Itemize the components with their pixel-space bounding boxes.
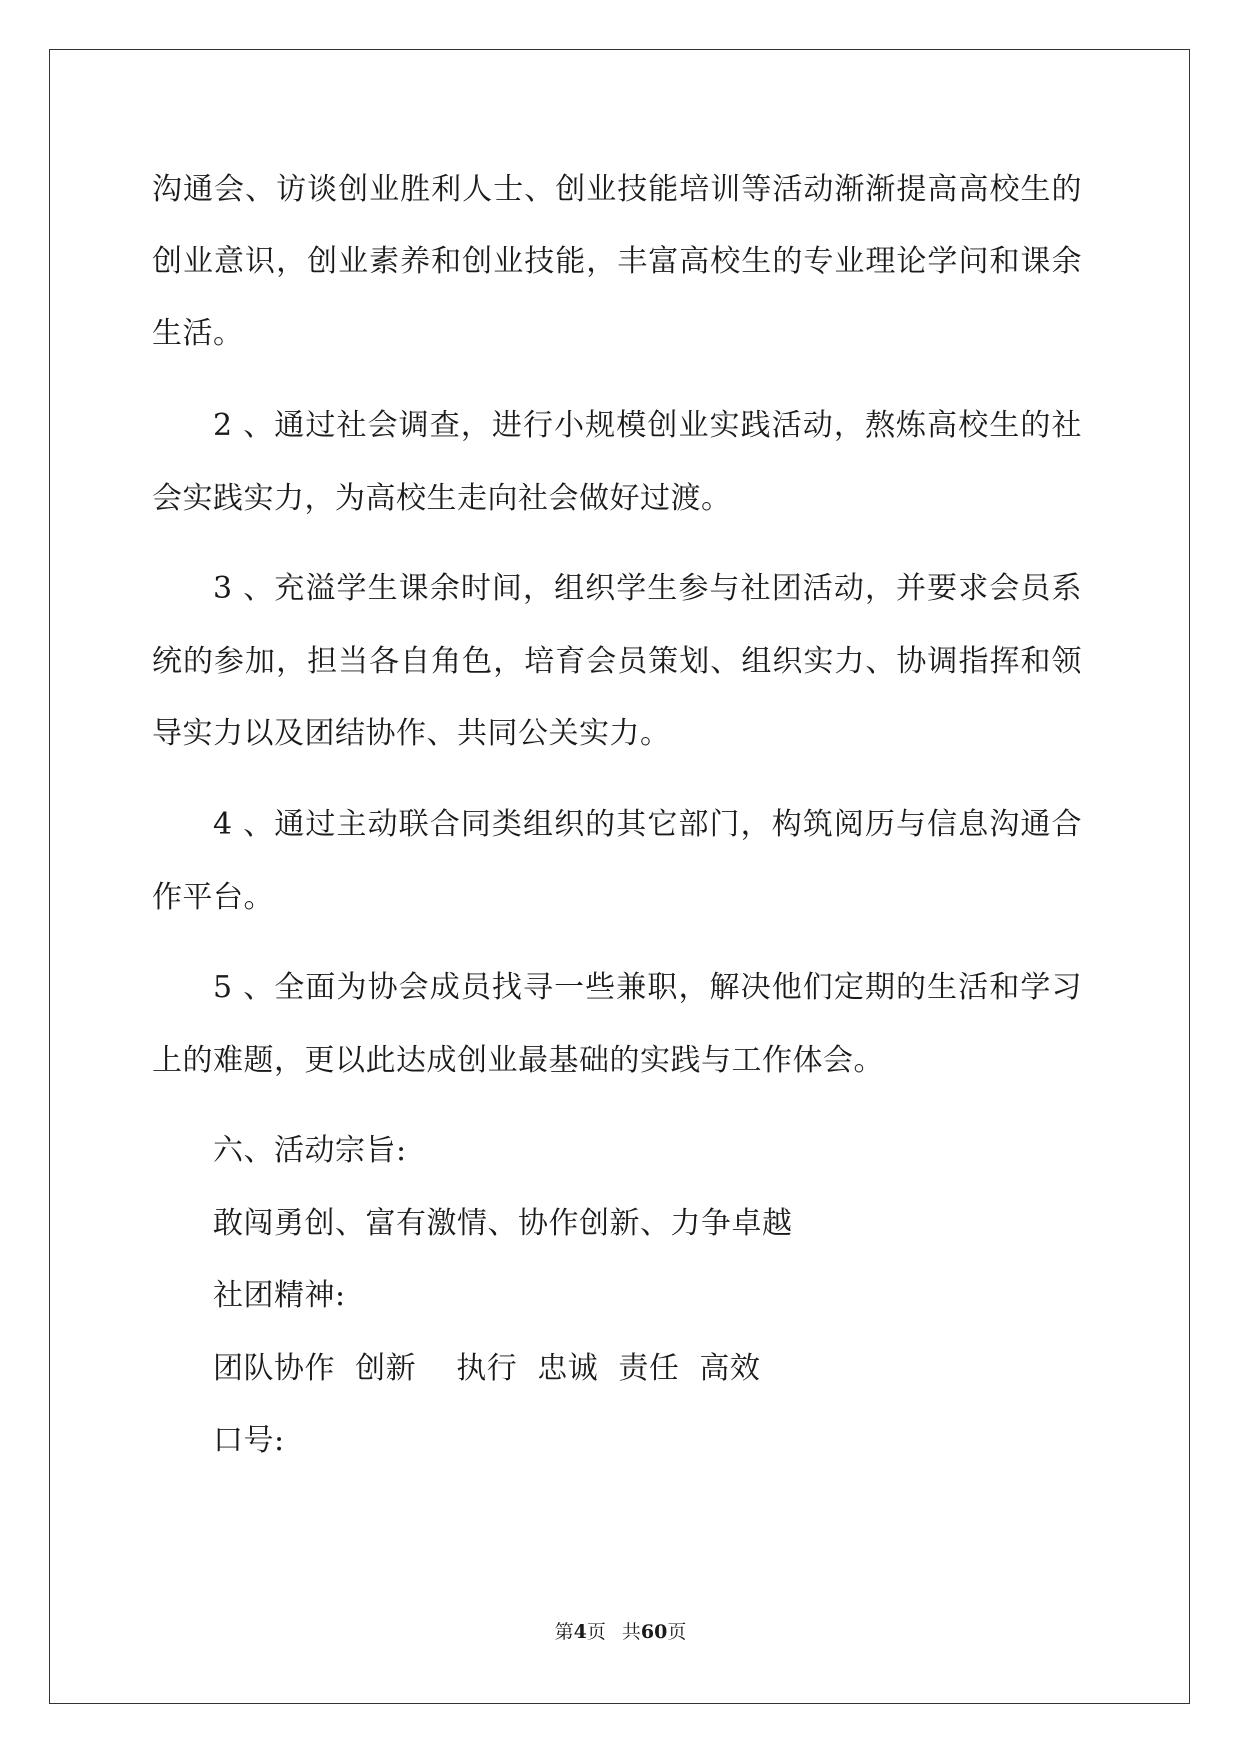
footer-page-number: 4 [573,1621,587,1643]
footer-total-pages: 60 [640,1621,668,1643]
activity-purpose-text: 敢闯勇创、富有激情、协作创新、力争卓越 [213,1206,793,1241]
club-spirit-text: 团队协作 创新 执行 忠诚 责任 高效 [213,1351,761,1386]
footer-page-label: 页 [586,1621,606,1643]
paragraph-3-line-3: 导实力以及团结协作、共同公关实力。 [152,716,671,751]
paragraph-4-line-2: 作平台。 [152,880,274,915]
body-line-1: 沟通会、访谈创业胜利人士、创业技能培训等活动渐渐提高高校生的 [152,172,1082,207]
paragraph-3-line-2: 统的参加，担当各自角色，培育会员策划、组织实力、协调指挥和领 [152,644,1082,679]
page-footer [0,1620,1241,1644]
section-heading-slogan: 口号: [213,1423,285,1458]
footer-total-prefix: 共 [621,1621,641,1643]
footer-total-label: 页 [667,1621,687,1643]
paragraph-2-line-2: 会实践实力，为高校生走向社会做好过渡。 [152,481,732,516]
paragraph-4-line-1: 4 、通过主动联合同类组织的其它部门，构筑阅历与信息沟通合 [213,807,1082,842]
section-heading-club-spirit: 社团精神: [213,1278,346,1313]
paragraph-5-line-1: 5 、全面为协会成员找寻一些兼职，解决他们定期的生活和学习 [213,970,1082,1005]
footer-prefix: 第 [554,1621,574,1643]
paragraph-3-line-1: 3 、充溢学生课余时间，组织学生参与社团活动，并要求会员系 [213,571,1082,606]
paragraph-2-line-1: 2 、通过社会调查，进行小规模创业实践活动，熬炼高校生的社 [213,408,1082,443]
section-heading-activity-purpose: 六、活动宗旨: [213,1133,407,1168]
body-line-2: 创业意识，创业素养和创业技能，丰富高校生的专业理论学问和课余 [152,244,1082,279]
body-line-3: 生活。 [152,316,244,351]
paragraph-5-line-2: 上的难题，更以此达成创业最基础的实践与工作体会。 [152,1043,884,1078]
